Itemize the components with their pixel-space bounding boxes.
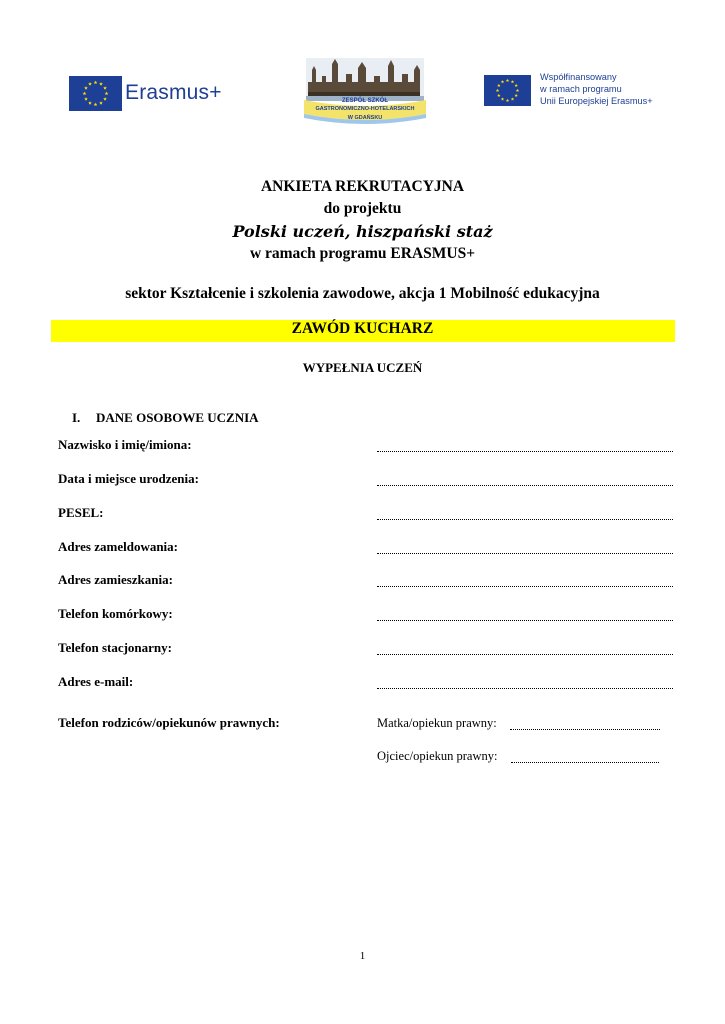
eu-flag-icon bbox=[484, 75, 531, 106]
field-label-birth: Data i miejsce urodzenia: bbox=[58, 471, 199, 486]
field-label-pesel: PESEL: bbox=[58, 505, 104, 520]
field-input-pesel[interactable] bbox=[377, 519, 673, 520]
field-input-email[interactable] bbox=[377, 688, 673, 689]
field-label-registered-address: Adres zameldowania: bbox=[58, 539, 179, 554]
section-title: DANE OSOBOWE UCZNIA bbox=[96, 410, 259, 425]
school-logo-line1: ZESPÓŁ SZKÓŁ bbox=[341, 98, 388, 104]
field-label-email: Adres e-mail: bbox=[58, 674, 134, 689]
field-input-residence-address[interactable] bbox=[377, 586, 673, 587]
field-input-name[interactable] bbox=[377, 451, 673, 452]
field-label-mobile: Telefon komórkowy: bbox=[58, 606, 173, 621]
school-logo-line2: GASTRONOMICZNO-HOTELARSKICH bbox=[315, 106, 415, 112]
form-title: ANKIETA REKRUTACYJNA bbox=[260, 178, 465, 195]
cofinanced-logo bbox=[484, 72, 664, 111]
profession-label: ZAWÓD KUCHARZ bbox=[291, 320, 434, 337]
mother-label: Matka/opiekun prawny: bbox=[377, 716, 497, 730]
field-input-birth[interactable] bbox=[377, 485, 673, 486]
parents-phone-label: Telefon rodziców/opiekunów prawnych: bbox=[58, 715, 280, 730]
field-label-residence-address: Adres zamieszkania: bbox=[58, 572, 173, 587]
program-name: w ramach programu ERASMUS+ bbox=[249, 245, 476, 262]
form-subtitle-project: do projektu bbox=[323, 200, 402, 217]
sector-line: sektor Kształcenie i szkolenia zawodowe, akcja 1 Mobilność edukacyjna bbox=[125, 285, 600, 302]
project-name: Polski uczeń, hiszpański staż bbox=[232, 222, 493, 241]
field-input-landline[interactable] bbox=[377, 654, 673, 655]
school-logo-line3: W GDAŃSKU bbox=[347, 115, 383, 121]
mother-phone-input[interactable] bbox=[510, 729, 660, 730]
cofinanced-line3: Unii Europejskiej Erasmus+ bbox=[540, 96, 653, 106]
father-phone-input[interactable] bbox=[511, 762, 659, 763]
father-label: Ojciec/opiekun prawny: bbox=[377, 749, 498, 763]
school-logo bbox=[302, 56, 428, 128]
erasmus-logo-text: Erasmus+ bbox=[125, 81, 222, 104]
erasmus-logo bbox=[69, 76, 249, 112]
cofinanced-line2: w ramach programu bbox=[540, 84, 622, 94]
section-number: I. bbox=[72, 410, 81, 425]
cofinanced-line1: Współfinansowany bbox=[540, 72, 617, 82]
field-label-name: Nazwisko i imię/imiona: bbox=[58, 437, 192, 452]
filled-by-label: WYPEŁNIA UCZEŃ bbox=[302, 360, 423, 375]
field-input-registered-address[interactable] bbox=[377, 553, 673, 554]
field-label-landline: Telefon stacjonarny: bbox=[58, 640, 172, 655]
page-number: 1 bbox=[359, 950, 366, 962]
cofinanced-text bbox=[540, 71, 653, 107]
field-input-mobile[interactable] bbox=[377, 620, 673, 621]
eu-flag-icon bbox=[69, 76, 122, 111]
